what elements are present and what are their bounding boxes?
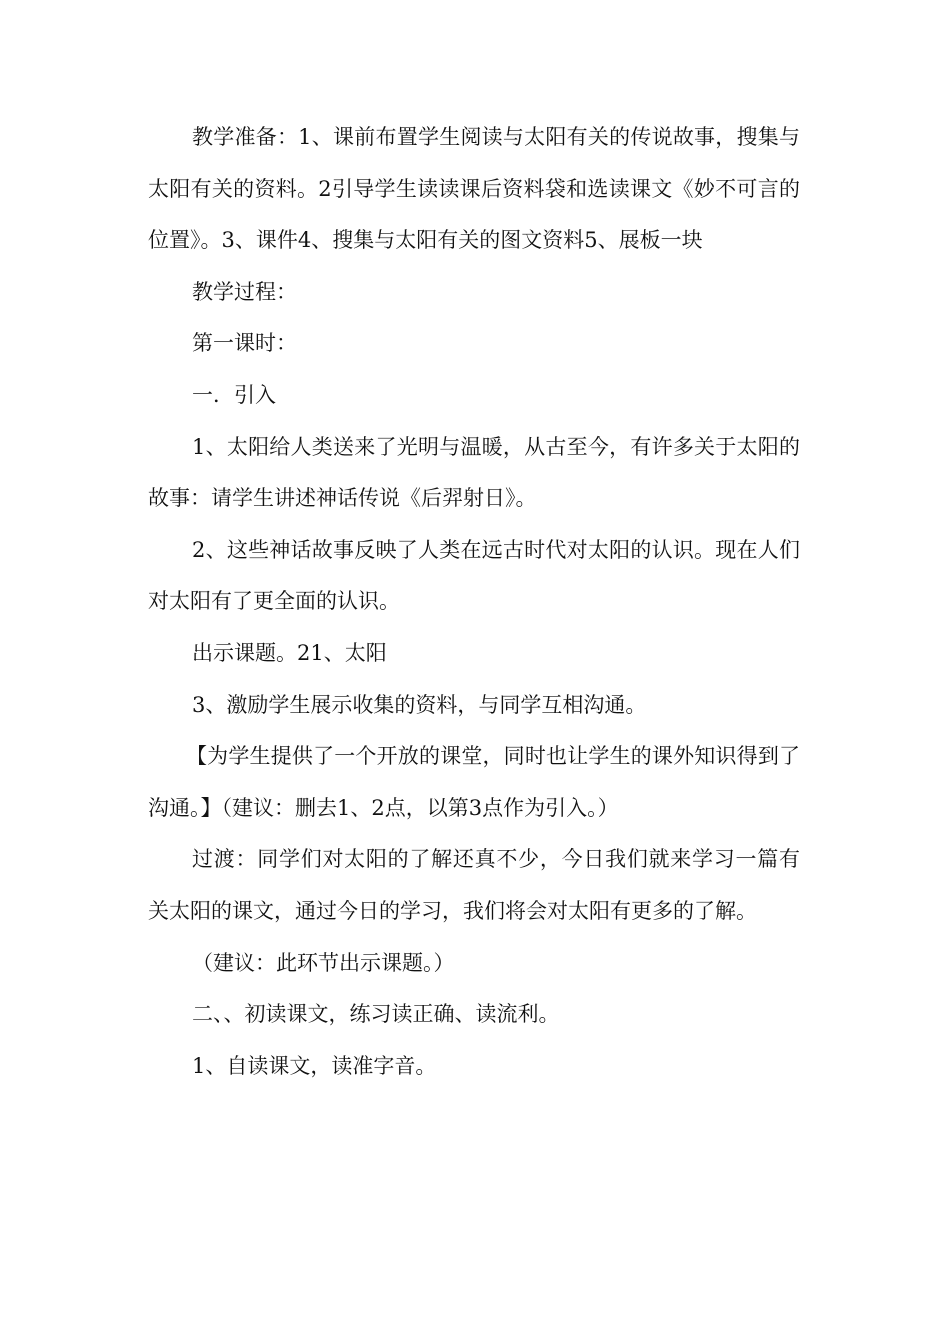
section-heading-introduction: 一．引入 [192,382,276,407]
paragraph-step-1: 1、太阳给人类送来了光明与温暖，从古至今，有许多关于太阳的故事：请学生讲述神话传说《后羿射日》。 [148,434,800,511]
paragraph-comment: 【为学生提供了一个开放的课堂，同时也让学生的课外知识得到了沟通。】（建议：删去1、2点，以第3点作为引入。） [148,744,800,820]
paragraph-step-3: 3、激励学生展示收集的资料，与同学互相沟通。 [192,692,647,717]
paragraph-show-title: 出示课题。21、太阳 [192,640,387,665]
paragraph-first-lesson: 第一课时： [192,331,297,356]
paragraph-self-reading: 1、自读课文，读准字音。 [192,1053,437,1078]
paragraph-teaching-process: 教学过程： [192,279,297,304]
section-heading-first-reading: 二、、初读课文，练习读正确、读流利。 [192,1002,560,1027]
paragraph-teaching-preparation: 教学准备：1、课前布置学生阅读与太阳有关的传说故事，搜集与太阳有关的资料。2引导学生读读课后资料袋和选读课文《妙不可言的位置》。3、课件4、搜集与太阳有关的图文资料5、展板一块 [148,125,800,253]
document-body [148,112,800,1092]
paragraph-suggestion: （建议：此环节出示课题。） [192,950,455,975]
paragraph-step-2: 2、这些神话故事反映了人类在远古时代对太阳的认识。现在人们对太阳有了更全面的认识。 [148,537,800,614]
paragraph-transition: 过渡：同学们对太阳的了解还真不少，今日我们就来学习一篇有关太阳的课文，通过今日的学习，我们将会对太阳有更多的了解。 [148,847,800,923]
